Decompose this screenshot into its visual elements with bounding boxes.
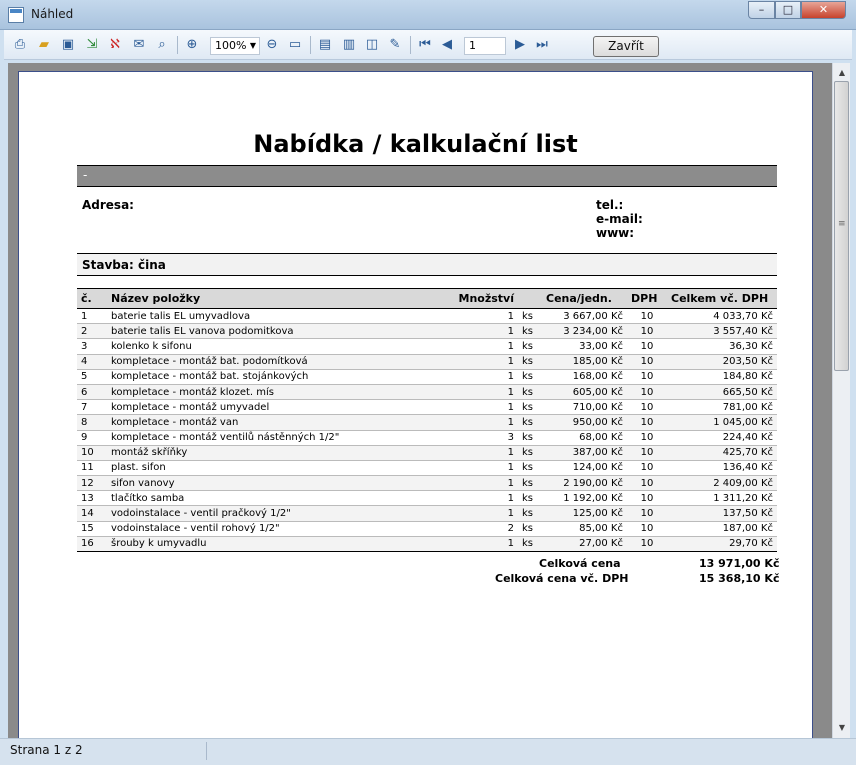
save-icon[interactable]: ▣ [61,37,75,52]
cell-n: 8 [77,415,107,430]
cell-vat: 10 [627,309,667,324]
email-label: e-mail: [596,212,643,226]
col-vat: DPH [627,289,667,309]
col-total: Celkem vč. DPH [667,289,777,309]
cell-name: plast. sifon [107,460,455,475]
cell-total: 187,00 Kč [667,521,777,536]
cell-price: 605,00 Kč [542,384,627,399]
close-window-button[interactable]: ✕ [801,1,846,19]
total-label: Celková cena [539,557,621,570]
cell-vat: 10 [627,460,667,475]
find-icon[interactable]: ⌕ [158,37,166,52]
cell-qty: 1 [455,369,518,384]
header-bar: - [77,165,777,187]
multi-page-icon[interactable]: ▥ [342,37,356,52]
close-button[interactable]: Zavřít [593,36,659,57]
cell-price: 125,00 Kč [542,506,627,521]
cell-unit: ks [518,476,542,491]
cell-qty: 1 [455,476,518,491]
cell-n: 10 [77,445,107,460]
next-page-icon[interactable]: ▶ [515,37,525,52]
cell-total: 2 409,00 Kč [667,476,777,491]
cell-price: 85,00 Kč [542,521,627,536]
total-vat-label: Celková cena vč. DPH [495,572,629,585]
cell-price: 68,00 Kč [542,430,627,445]
single-page-icon[interactable]: ▤ [318,37,332,52]
first-page-icon[interactable]: ⏮ [419,37,431,52]
total-value: 13 971,00 Kč [699,557,780,570]
cell-unit: ks [518,445,542,460]
cell-price: 2 190,00 Kč [542,476,627,491]
scroll-thumb[interactable] [834,81,849,371]
total-vat-value: 15 368,10 Kč [699,572,780,585]
last-page-icon[interactable]: ⏭ [536,37,548,52]
cell-name: sifon vanovy [107,476,455,491]
cell-name: kompletace - montáž bat. podomítková [107,354,455,369]
table-row [77,309,777,324]
cell-price: 3 234,00 Kč [542,324,627,339]
cell-vat: 10 [627,339,667,354]
cell-unit: ks [518,536,542,551]
edit-icon[interactable]: ✎ [389,37,401,52]
cell-unit: ks [518,415,542,430]
cell-n: 13 [77,491,107,506]
cell-qty: 1 [455,491,518,506]
cell-n: 3 [77,339,107,354]
table-header [77,289,777,309]
cell-total: 425,70 Kč [667,445,777,460]
cell-vat: 10 [627,521,667,536]
zoom-in-icon[interactable]: ⊕ [186,37,198,52]
cell-total: 29,70 Kč [667,536,777,551]
cell-n: 16 [77,536,107,551]
cell-unit: ks [518,339,542,354]
cell-unit: ks [518,354,542,369]
cell-unit: ks [518,491,542,506]
cell-n: 6 [77,384,107,399]
document-title: Nabídka / kalkulační list [253,130,578,158]
cell-n: 7 [77,400,107,415]
cell-unit: ks [518,369,542,384]
table-row [77,460,777,475]
cell-n: 5 [77,369,107,384]
cell-vat: 10 [627,506,667,521]
items-table [77,288,777,552]
export-icon[interactable]: ⇲ [86,37,98,52]
cell-unit: ks [518,324,542,339]
cell-qty: 2 [455,521,518,536]
cell-name: kompletace - montáž klozet. mís [107,384,455,399]
cell-price: 950,00 Kč [542,415,627,430]
cell-price: 1 192,00 Kč [542,491,627,506]
cell-name: vodoinstalace - ventil pračkový 1/2" [107,506,455,521]
cell-n: 1 [77,309,107,324]
address-label: Adresa: [82,198,134,212]
cell-total: 137,50 Kč [667,506,777,521]
cell-total: 184,80 Kč [667,369,777,384]
cell-name: baterie talis EL umyvadlova [107,309,455,324]
cell-total: 36,30 Kč [667,339,777,354]
toolbar [4,30,852,60]
cell-vat: 10 [627,476,667,491]
vertical-scrollbar[interactable] [832,63,850,738]
page-number-input[interactable]: 1 [464,37,506,55]
col-price: Cena/jedn. [542,289,627,309]
cell-total: 1 311,20 Kč [667,491,777,506]
cell-name: baterie talis EL vanova podomitkova [107,324,455,339]
prev-page-icon[interactable]: ◀ [442,37,452,52]
email-icon[interactable]: ✉ [133,37,145,52]
status-bar [0,738,856,765]
cell-price: 124,00 Kč [542,460,627,475]
cell-name: vodoinstalace - ventil rohový 1/2" [107,521,455,536]
table-row [77,506,777,521]
cell-vat: 10 [627,430,667,445]
cell-total: 665,50 Kč [667,384,777,399]
cell-total: 203,50 Kč [667,354,777,369]
title-bar [0,0,856,30]
cell-unit: ks [518,309,542,324]
cell-qty: 1 [455,384,518,399]
cell-name: kompletace - montáž umyvadel [107,400,455,415]
cell-vat: 10 [627,415,667,430]
fit-page-icon[interactable]: ▭ [288,37,302,52]
maximize-button[interactable]: □ [775,1,801,19]
table-row [77,476,777,491]
tel-label: tel.: [596,198,624,212]
cell-vat: 10 [627,354,667,369]
cell-unit: ks [518,521,542,536]
page [18,71,813,738]
cell-name: montáž skříňky [107,445,455,460]
open-folder-icon[interactable]: ▰ [39,37,49,52]
stavba-row: Stavba: čina [77,253,777,276]
www-label: www: [596,226,635,240]
cell-qty: 3 [455,430,518,445]
cell-price: 387,00 Kč [542,445,627,460]
scroll-up-icon[interactable]: ▲ [838,68,846,77]
cell-unit: ks [518,430,542,445]
minimize-button[interactable]: – [748,1,775,19]
col-name: Název položky [107,289,455,309]
cell-n: 11 [77,460,107,475]
cell-total: 4 033,70 Kč [667,309,777,324]
cell-qty: 1 [455,339,518,354]
cell-qty: 1 [455,445,518,460]
app-icon [8,7,24,23]
cell-n: 4 [77,354,107,369]
cell-n: 15 [77,521,107,536]
window-title: Náhled [31,7,74,21]
cell-total: 1 045,00 Kč [667,415,777,430]
cell-vat: 10 [627,324,667,339]
cell-total: 224,40 Kč [667,430,777,445]
table-row [77,384,777,399]
cell-price: 33,00 Kč [542,339,627,354]
zoom-select[interactable] [210,37,260,55]
print-icon[interactable]: ⎙ [14,37,26,52]
cell-qty: 1 [455,354,518,369]
cell-name: kompletace - montáž van [107,415,455,430]
cell-unit: ks [518,384,542,399]
table-row [77,491,777,506]
cell-n: 14 [77,506,107,521]
cell-name: kompletace - montáž bat. stojánkových [107,369,455,384]
cell-name: šrouby k umyvadlu [107,536,455,551]
cell-name: tlačítko samba [107,491,455,506]
zoom-out-icon[interactable]: ⊖ [266,37,278,52]
scroll-down-icon[interactable]: ▼ [838,723,846,732]
cell-unit: ks [518,460,542,475]
cell-qty: 1 [455,506,518,521]
cell-unit: ks [518,506,542,521]
col-qty: Množství [455,289,518,309]
cell-total: 781,00 Kč [667,400,777,415]
cell-total: 136,40 Kč [667,460,777,475]
table-row [77,354,777,369]
cell-qty: 1 [455,415,518,430]
book-icon[interactable]: ◫ [365,37,379,52]
cell-qty: 1 [455,536,518,551]
cell-n: 2 [77,324,107,339]
table-row [77,430,777,445]
cell-vat: 10 [627,491,667,506]
cell-price: 168,00 Kč [542,369,627,384]
col-number: č. [77,289,107,309]
cell-vat: 10 [627,384,667,399]
cell-n: 12 [77,476,107,491]
zoom-value: 100% [215,39,247,52]
cell-vat: 10 [627,400,667,415]
cell-price: 27,00 Kč [542,536,627,551]
cell-vat: 10 [627,445,667,460]
cell-unit: ks [518,400,542,415]
cell-qty: 1 [455,460,518,475]
table-row [77,521,777,536]
cell-vat: 10 [627,369,667,384]
cell-n: 9 [77,430,107,445]
pdf-icon[interactable]: ℵ [110,37,120,52]
cell-name: kompletace - montáž ventilů nástěnných 1/2" [107,430,455,445]
cell-name: kolenko k sifonu [107,339,455,354]
table-row [77,536,777,551]
cell-total: 3 557,40 Kč [667,324,777,339]
chevron-down-icon: ▼ [249,41,256,50]
table-row [77,369,777,384]
table-row [77,339,777,354]
table-row [77,445,777,460]
table-row [77,324,777,339]
cell-qty: 1 [455,324,518,339]
table-row [77,415,777,430]
preview-area [8,63,832,738]
cell-qty: 1 [455,309,518,324]
cell-price: 3 667,00 Kč [542,309,627,324]
page-status: Strana 1 z 2 [10,743,83,757]
cell-price: 710,00 Kč [542,400,627,415]
table-row [77,400,777,415]
cell-qty: 1 [455,400,518,415]
cell-vat: 10 [627,536,667,551]
cell-price: 185,00 Kč [542,354,627,369]
